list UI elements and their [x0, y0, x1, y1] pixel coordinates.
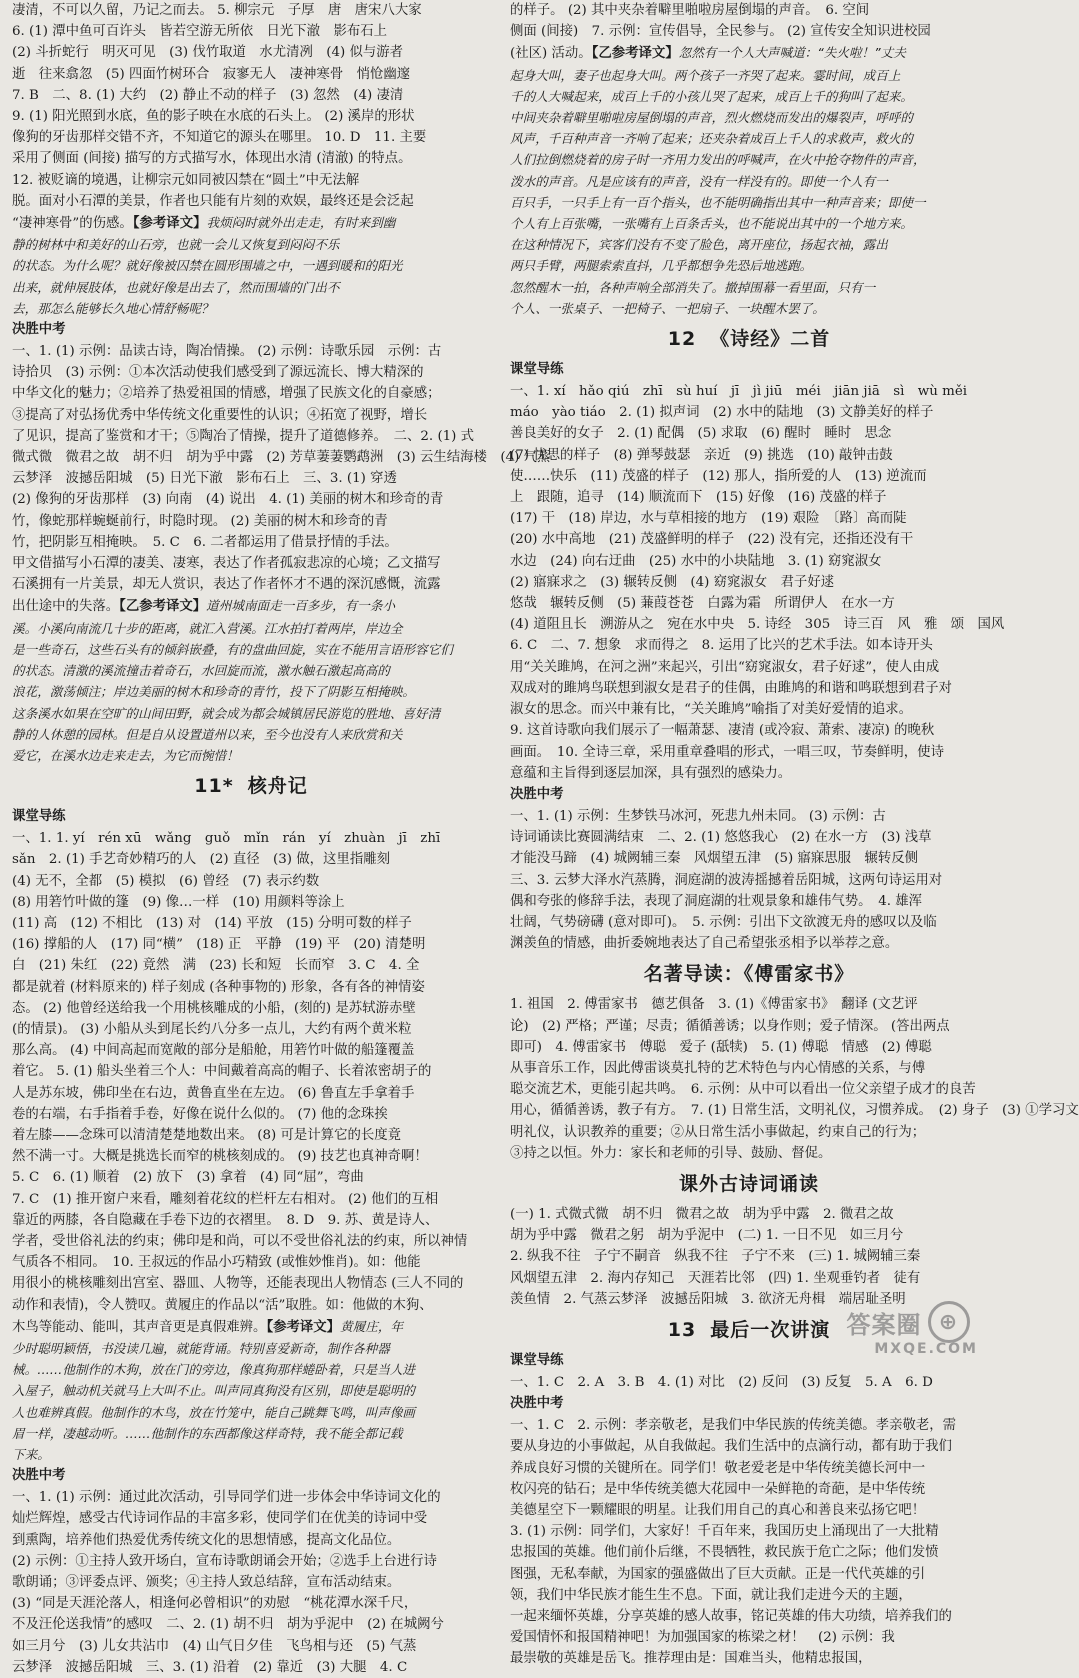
section-label-exam: 决胜中考 — [12, 322, 66, 338]
translation-line: 人也难辨真假。他制作的木鸟，放在竹笼中，能自己跳舞飞鸣，叫声像画 — [12, 1404, 415, 1420]
translation-line: 少时聪明颖悟，书没读几遍，就能背诵。特别喜爱新奇，制作各种器 — [12, 1340, 390, 1356]
translation-line: 是一些奇石，这些石头有的倾斜嵌叠，有的盘曲回旋，实在不能用言语形容它们 — [12, 641, 453, 657]
text-line: 人是苏东坡，佛印坐在右边，黄鲁直坐在左边。 (6) 鲁直左手拿着手 — [12, 1085, 415, 1101]
translation-line: 个人有上百张嘴，一张嘴有上百条舌头，也不能说出其中的一个地方来。 — [510, 216, 913, 232]
text-line: (16) 撑船的人 (17) 同“横” (18) 正 平静 (19) 平 (20) 清楚明 — [12, 937, 426, 953]
text-line: 最崇敬的英雄是岳飞。推荐理由是：国难当头，他精忠报国， — [510, 1651, 872, 1667]
text-line: (2) 斗折蛇行 明灭可见 (3) 伐竹取道 水尤清冽 (4) 似与游者 — [12, 45, 404, 61]
lesson-title-12 — [510, 319, 988, 359]
classic-guide-title: 名著导读：《傅雷家书》 — [643, 963, 855, 986]
text-line: 明礼仪，认识教养的重要；②从日常生活小事做起，约束自己的行为； — [510, 1124, 926, 1140]
lesson-name: 最后一次讲演 — [710, 1318, 831, 1341]
text-line: 中华文化的魅力；②培养了热爱祖国的情感，增强了民族文化的自豪感； — [12, 386, 441, 402]
text-line — [12, 212, 490, 234]
section-label-exam: 决胜中考 — [510, 1396, 564, 1412]
text-line: ③持之以恒。外力：家长和老师的引导、鼓励、督促。 — [510, 1145, 832, 1161]
text-line: 悠哉 辗转反侧 (5) 蒹葭苍苍 白露为霜 所谓伊人 在水一方 — [510, 596, 895, 612]
text-line: 然不满一寸。大概是挑选长而窄的桃核刻成的。 (9) 技艺也真神奇啊！ — [12, 1149, 428, 1165]
section-label-exam: 决胜中考 — [510, 786, 564, 802]
text-line: (2) 寤寐求之 (3) 辗转反侧 (4) 窈窕淑女 君子好逑 — [510, 574, 835, 590]
text-line: 灿烂辉煌，感受古代诗词作品的丰富多彩，使同学们在优美的诗词中受 — [12, 1511, 428, 1527]
text-run: 木鸟等能动、能叫，其声音更是真假难辨。 — [12, 1319, 267, 1335]
text-line: 7. B 二、8. (1) 大约 (2) 静止不动的样子 (3) 忽然 (4) 凄清 — [12, 87, 404, 103]
text-line: 胡为乎中露 微君之躬 胡为乎泥中 (二) 1. 一日不见 如三月兮 — [510, 1228, 904, 1244]
text-line — [12, 1316, 490, 1338]
text-line: 一起来缅怀英雄，分享英雄的感人故事，铭记英雄的伟大功绩，培养我们的 — [510, 1609, 952, 1624]
text-line: 一、1. 1. yí rén xū wǎng guǒ mǐn rán yí zhuàn jī zhī — [12, 831, 441, 847]
text-line: 6. C 二、7. 想象 求而得之 8. 运用了比兴的艺术手法。如本诗开头 — [510, 638, 933, 654]
translation-text: 黄履庄，年 — [340, 1318, 404, 1334]
text-line: 着它。 5. (1) 船头坐着三个人：中间戴着高高的帽子、长着浓密胡子的 — [12, 1064, 432, 1080]
text-line: (3) “同是天涯沦落人，相逢何必曾相识”的劝慰 “桃花潭水深千尺， — [12, 1596, 418, 1612]
text-line: 风烟望五津 2. 海内存知己 天涯若比邻 (四) 1. 坐观垂钓者 徒有 — [510, 1270, 921, 1286]
extra-poems-title: 课外古诗词诵读 — [678, 1172, 819, 1195]
watermark-text: 答案圈 — [846, 1310, 922, 1339]
section-label-class: 课堂导练 — [510, 1352, 564, 1368]
lesson-name: 《诗经》二首 — [710, 328, 831, 351]
text-line: (17) 干 (18) 岸边，水与草相接的地方 (19) 艰险 〔路〕高而陡 — [510, 511, 907, 527]
watermark-url: MXQE.COM — [874, 1341, 978, 1357]
text-line: 云梦泽 波撼岳阳城 三、3. (1) 沿着 (2) 靠近 (3) 大腿 4. C — [12, 1659, 408, 1675]
text-line — [12, 595, 490, 617]
text-line: 忠报国的英雄。他们前仆后继，不畏牺牲，救民族于危亡之际；他们发愤 — [510, 1545, 939, 1561]
section-label-class: 课堂导练 — [510, 362, 564, 378]
text-line: 枚闪亮的钻石；是中华传统美德大花园中一朵鲜艳的奇葩，是中华传统 — [510, 1481, 926, 1497]
lesson-name: 核舟记 — [247, 775, 308, 798]
text-line: 靠近的两膝，各自隐藏在手卷下边的衣褶里。 8. D 9. 苏、黄是诗人、 — [12, 1212, 439, 1228]
text-line: 着左膝——念珠可以清清楚楚地数出来。 (8) 可是计算它的长度竟 — [12, 1127, 402, 1143]
text-line: 竹，把阴影互相掩映。 5. C 6. 二者都运用了借景抒情的手法。 — [12, 534, 398, 550]
section-label-exam: 决胜中考 — [12, 1468, 66, 1484]
text-line: 领，我们中华民族才能生生不息。下面，就让我们走进今天的主题， — [510, 1587, 912, 1603]
reference-translation-label: 【乙参考译文】 — [591, 45, 679, 62]
text-line: 诗词诵读比赛圆满结束 二、2. (1) 悠悠我心 (2) 在水一方 (3) 浅草 — [510, 830, 932, 846]
translation-line: 忽然醒木一拍，各种声响全部消失了。撤掉围幕一看里面，只有一 — [510, 279, 876, 295]
text-line: 采用了侧面 (间接) 描写的方式描写水，体现出水清 (清澈) 的特点。 — [12, 151, 412, 167]
text-line: (20) 水中高地 (21) 茂盛鲜明的样子 (22) 没有完，还指还没有干 — [510, 532, 914, 548]
class-block-11 — [12, 828, 490, 1465]
text-line: 一、1. (1) 示例：通过此次活动，引导同学们进一步体会中华诗词文化的 — [12, 1490, 441, 1506]
translation-line: 在这种情况下，宾客们没有不变了脸色，离开座位，扬起衣袖，露出 — [510, 237, 888, 253]
text-line: 论) (2) 严格；严谨；尽责；循循善诱；以身作则；爱子情深。 (答出两点 — [510, 1018, 950, 1034]
site-watermark — [824, 1285, 992, 1359]
text-line: (4) 无不，全都 (5) 模拟 (6) 曾经 (7) 表示约数 — [12, 873, 320, 889]
translation-line: 个人、一张桌子、一把椅子、一把扇子、一块醒木罢了。 — [510, 300, 825, 316]
section-label-class: 课堂导练 — [12, 809, 66, 825]
text-line: 的样子。 (2) 其中夹杂着噼里啪啦房屋倒塌的声音。 6. 空间 — [510, 3, 870, 18]
translation-line: 泼水的声音。凡是应该有的声音，没有一样没有的。即使一个人有一 — [510, 173, 888, 189]
text-line: 像狗的牙齿那样交错不齐，不知道它的源头在哪里。 10. D 11. 主要 — [12, 130, 427, 146]
text-line: 白 (21) 朱红 (22) 竟然 满 (23) 长和短 长而窄 3. C 4. 全 — [12, 958, 420, 974]
lesson-number: 13 — [667, 1318, 697, 1341]
text-line: 竹，像蛇那样蜿蜒前行，时隐时现。 (2) 美丽的树木和珍奇的青 — [12, 513, 388, 529]
text-line: 壮阔，气势磅礴 (意对即可)。 5. 示例：引出下文欲渡无舟的感叹以及临 — [510, 914, 937, 930]
text-line: 9. (1) 阳光照到水底，鱼的影子映在水底的石头上。 (2) 溪岸的形状 — [12, 109, 415, 125]
text-line: 脱。面对小石潭的美景，作者也只能有片刻的欢娱，最终还是会泛起 — [12, 193, 414, 209]
translation-text: 我烦闷时就外出走走，有时来到幽 — [206, 215, 396, 231]
text-line: 一、1. xí hǎo qiú zhī sù huí jī jì jiū méi jiān jiā sì wù měi — [510, 384, 968, 400]
text-line: 6. (1) 潭中鱼可百许头 皆若空游无所依 日光下澈 影布石上 — [12, 24, 388, 40]
text-run: (社区) 活动。 — [510, 46, 592, 62]
translation-line: 爱它，在溪水边走来走去，为它而惋惜！ — [12, 747, 239, 763]
translation-line: 起身大叫，妻子也起身大叫。两个孩子一齐哭了起来。霎时间，成百上 — [510, 67, 901, 83]
text-line: 三、3. 云梦大泽水汽蒸腾，洞庭湖的波涛摇撼着岳阳城，这两句诗运用对 — [510, 872, 943, 888]
translation-line: 风声，千百种声音一齐响了起来；还夹杂着成百上千人的求救声，救火的 — [510, 131, 913, 147]
text-line: 动作和表情)，令人赞叹。黄履庄的作品以“活”取胜。如：他做的木狗、 — [12, 1297, 433, 1313]
text-line — [510, 42, 988, 64]
text-line: 善良美好的女子 2. (1) 配偶 (5) 求取 (6) 醒时 睡时 思念 — [510, 426, 892, 442]
translation-line: 百只手，一只手上有一百个指头，也不能明确指出其中一种声音来；即使一 — [510, 194, 926, 210]
exam-block-13 — [510, 1415, 988, 1669]
translation-line: 浪花，激荡倾注；岸边美丽的树木和珍奇的青竹，投下了阴影互相掩映。 — [12, 684, 415, 700]
lesson-number: 11* — [194, 775, 234, 798]
text-line: ③提高了对弘扬优秀中华传统文化重要性的认识；④拓宽了视野，增长 — [12, 407, 428, 423]
text-line: (的情景)。 (3) 小船从头到尾长约八分多一点儿，大约有两个黄米粒 — [12, 1021, 412, 1037]
translation-line: 械。……他制作的木狗，放在门的旁边，像真狗那样蜷卧着，只是当人进 — [12, 1362, 415, 1378]
text-line: 渊羡鱼的情感，曲折委婉地表达了自己希望张丞相予以举荐之意。 — [510, 936, 899, 952]
text-line: 一、1. (1) 示例：生梦铁马冰河，死悲九州未同。 (3) 示例：古 — [510, 808, 886, 824]
text-line: 一、1. (1) 示例：品读古诗，陶冶情操。 (2) 示例：诗歌乐园 示例：古 — [12, 344, 442, 360]
text-line: 到熏陶，培养他们热爱优秀传统文化的思想情感，提高文化品位。 — [12, 1532, 401, 1548]
text-line: 不及汪伦送我情”的感叹 二、2. (1) 胡不归 胡为乎泥中 (2) 在城阙兮 — [12, 1617, 444, 1633]
text-line: sǎn 2. (1) 手艺奇妙精巧的人 (2) 直径 (3) 做，这里指雕刻 — [12, 852, 390, 868]
text-line: 即可) 4. 傅雷家书 傅聪 爱子 (舐犊) 5. (1) 傅聪 情感 (2) 傅聪 — [510, 1039, 932, 1055]
translation-line: 人们拉倒燃烧着的房子时一齐用力发出的呼喊声，在火中抢夺物件的声音， — [510, 152, 926, 168]
lesson-number: 12 — [667, 328, 697, 351]
translation-line: 溪。小溪向南流几十步的距离，就汇入营溪。江水拍打着两岸，岸边全 — [12, 620, 403, 636]
text-line: 云梦泽 波撼岳阳城 (5) 日光下澈 影布石上 三、3. (1) 穿透 — [12, 471, 397, 487]
text-line: 要从身边的小事做起，从自我做起。我们生活中的点滴行动，都有助于我们 — [510, 1439, 952, 1455]
text-line: 9. 这首诗歌向我们展示了一幅萧瑟、凄清 (或冷寂、萧索、凄凉) 的晚秋 — [510, 723, 935, 739]
lesson-title-11 — [12, 766, 490, 806]
text-line: 学者，受世俗礼法的约束；佛印是和尚，可以不受世俗礼法的约束，所以神情 — [12, 1233, 468, 1249]
watermark-seal-icon: ⊕ — [928, 1301, 970, 1343]
text-line: 聪交流艺术，更能引起共鸣。 6. 示例：从中可以看出一位父亲望子成才的良苦 — [510, 1082, 976, 1098]
text-line: 气质各不相同。 10. 王叔远的作品小巧精致 (或惟妙惟肖)。如：他能 — [12, 1255, 421, 1271]
text-line: 侧面 (间接) 7. 示例：宣传倡导，全民参与。 (2) 宣传安全知识进校园 — [510, 24, 931, 40]
text-line: 诗拾贝 (3) 示例：①本次活动使我们感受到了源远流长、博大精深的 — [12, 365, 424, 381]
text-line: 1. 祖国 2. 傅雷家书 德艺俱备 3. (1)《傅雷家书》 翻译 (文艺评 — [510, 997, 918, 1013]
exam-block-12 — [510, 806, 988, 954]
right-top-block — [510, 0, 988, 319]
text-line: (7) 忧思的样子 (8) 弹琴鼓瑟 亲近 (9) 挑选 (10) 敲钟击鼓 — [510, 447, 893, 463]
translation-text: 道州城南面走一百多步，有一条小 — [206, 598, 396, 614]
text-line: (一) 1. 式微式微 胡不归 微君之故 胡为乎中露 2. 微君之故 — [510, 1206, 894, 1222]
class-block-13 — [510, 1372, 988, 1393]
text-line: 石溪拥有一片美景，却无人赏识，表达了作者怀才不遇的深沉感慨，流露 — [12, 577, 441, 593]
reference-translation-label: 【参考译文】 — [132, 215, 207, 232]
class-block-12 — [510, 381, 1005, 784]
text-line: 羡鱼情 2. 气蒸云梦泽 波撼岳阳城 3. 欲济无舟楫 端居耻圣明 — [510, 1291, 906, 1307]
text-line: 使……快乐 (11) 茂盛的样子 (12) 那人，指所爱的人 (13) 逆流而 — [510, 468, 927, 484]
text-line: 才能没马蹄 (4) 城阙辅三秦 风烟望五津 (5) 寤寐思服 辗转反侧 — [510, 851, 918, 867]
translation-line: 中间夹杂着噼里啪啦房屋倒塌的声音，烈火燃烧而发出的爆裂声，呼呼的 — [510, 110, 913, 126]
reference-translation-label: 【乙参考译文】 — [119, 598, 207, 615]
text-line: 都是就着 (材料原来的) 样子刻成 (各种事物的) 形象，各有各的神情姿 — [12, 979, 425, 995]
text-line: máo yào tiáo 2. (1) 拟声词 (2) 水中的陆地 (3) 文静美好的样子 — [510, 405, 934, 421]
text-run: 出仕途中的失落。 — [12, 599, 120, 615]
text-line: (2) 像狗的牙齿那样 (3) 向南 (4) 说出 4. (1) 美丽的树木和珍奇的青 — [12, 492, 444, 508]
text-line: (8) 用箬竹叶做的篷 (9) 像…一样 (10) 用颜料等涂上 — [12, 894, 345, 910]
text-line: 用“关关雎鸠，在河之洲”来起兴，引出“窈窕淑女，君子好逑”，使人由成 — [510, 659, 940, 675]
text-line: 意蕴和主旨得到逐层加深，具有强烈的感染力。 — [510, 765, 792, 781]
text-line: 了见识，提高了鉴赏和才干；⑤陶冶了情操，提升了道德修养。 二、2. (1) 式 — [12, 428, 475, 444]
classic-guide-block — [510, 994, 1079, 1164]
text-line: (4) 道阻且长 溯游从之 宛在水中央 5. 诗经 305 诗三百 风 雅 颂 国风 — [510, 617, 1005, 633]
text-line: 养成良好习惯的关键所在。同学们！敬老爱老是中华传统美德长河中一 — [510, 1460, 926, 1476]
translation-line: 眉一样，凄越动听。……他制作的东西都像这样奇特，我不能全都记载 — [12, 1425, 403, 1441]
translation-line: 千的人大喊起来，成百上千的小孩儿哭了起来，成百上千的狗叫了起来。 — [510, 88, 913, 104]
text-line: 爱国情怀和报国精神吧！为加强国家的栋梁之材！ (2) 示例：我 — [510, 1630, 895, 1646]
text-line: 图强，无私奉献，为国家的强盛做出了巨大贡献。正是一代代英雄的引 — [510, 1566, 926, 1582]
text-line: 一、1. C 2. 示例：孝亲敬老，是我们中华民族的传统美德。孝亲敬老，需 — [510, 1418, 957, 1434]
translation-line: 两只手臂，两腿索索直抖，几乎都想争先恐后地逃跑。 — [510, 258, 813, 274]
translation-line: 这条溪水如果在空旷的山间田野，就会成为都会城镇居民游览的胜地、喜好清 — [12, 705, 441, 721]
text-line: 用很小的桃核雕刻出宫室、器皿、人物等，还能表现出人物情态 (三人不同的 — [12, 1276, 464, 1292]
text-line: 3. (1) 示例：同学们，大家好！千百年来，我国历史上涌现出了一大批精 — [510, 1524, 939, 1540]
translation-line: 入屋子，触动机关就马上大叫不止。叫声同真狗没有区别，即使是聪明的 — [12, 1383, 415, 1399]
text-run: “凄神寒骨”的伤感。 — [12, 216, 133, 232]
translation-line: 的状态。清激的溪流撞击着奇石，水回旋而流，激水触石激起高高的 — [12, 663, 390, 679]
text-line: 偶和夸张的修辞手法，表现了洞庭湖的壮观景象和雄伟气势。 4. 雄浑 — [510, 893, 923, 909]
text-line: 从事音乐工作，因此傅雷谈莫扎特的艺术特色与内心情感的关系，与傅 — [510, 1060, 926, 1076]
text-line: 那么高。 (4) 中间高起而宽敞的部分是船舱，用箬竹叶做的船篷覆盖 — [12, 1043, 415, 1059]
text-line: 上 跟随，追寻 (14) 顺流而下 (15) 好像 (16) 茂盛的样子 — [510, 490, 887, 506]
text-line: 态。 (2) 他曾经送给我一个用桃核雕成的小船，(刻的) 是苏轼游赤壁 — [12, 1000, 416, 1016]
exam-block-11 — [12, 1487, 490, 1678]
reference-translation-label: 【参考译文】 — [266, 1318, 341, 1335]
text-line: (2) 示例：①主持人致开场白，宣布诗歌朗诵会开始；②选手上台进行诗 — [12, 1553, 437, 1569]
text-line: 画面。 10. 全诗三章，采用重章叠唱的形式，一唱三叹，节奏鲜明，使诗 — [510, 744, 944, 760]
translation-text: 忽然有一个人大声喊道：“失火啦！”丈夫 — [678, 45, 906, 61]
text-line: 5. C 6. (1) 顺着 (2) 放下 (3) 拿着 (4) 同“屈”，弯曲 — [12, 1170, 364, 1186]
text-line: 微式微 微君之故 胡不归 胡为乎中露 (2) 芳草萋萋鹦鹉洲 (3) 云生结海楼 (4) 气蒸 — [12, 450, 551, 466]
left-top-block — [12, 0, 490, 319]
text-line: 美德星空下一颗耀眼的明星。让我们用自己的真心和善良来弘扬它吧！ — [510, 1502, 926, 1518]
text-line: 如三月兮 (3) 儿女共沾巾 (4) 山气日夕佳 飞鸟相与还 (5) 气蒸 — [12, 1638, 417, 1654]
text-line: 7. C (1) 推开窗户来看，雕刻着花纹的栏杆左右相对。 (2) 他们的互相 — [12, 1191, 439, 1207]
translation-line: 的状态。为什么呢？就好像被囚禁在圆形围墙之中，一遇到暖和的阳光 — [12, 258, 403, 274]
text-line: 逝 往来翕忽 (5) 四面竹树环合 寂寥无人 凄神寒骨 悄怆幽邃 — [12, 66, 411, 82]
text-line: 双成对的雎鸠鸟联想到淑女是君子的佳偶，由雎鸠的和谐和鸣联想到君子对 — [510, 680, 952, 696]
text-line: 凄清，不可以久留，乃记之而去。 5. 柳宗元 子厚 唐 唐宋八大家 — [12, 3, 422, 18]
text-line: 一、1. C 2. A 3. B 4. (1) 对比 (2) 反问 (3) 反复 5. A 6. D — [510, 1374, 933, 1390]
text-line: 用心，循循善诱，教子有方。 7. (1) 日常生活，文明礼仪，习惯养成。 (2) 身子 (3) ①学习文 — [510, 1103, 1079, 1119]
translation-line: 去，那怎么能够长久地心情舒畅呢？ — [12, 300, 214, 316]
text-line: 卷的右端，右手指着手卷，好像在说什么似的。 (7) 他的念珠挨 — [12, 1106, 388, 1122]
text-line: 歌朗诵；③评委点评、颁奖；④主持人致总结辞，宣布活动结束。 — [12, 1575, 401, 1591]
translation-line: 出来，就伸展肢体，也就好像是出去了，然而围墙的门出不 — [12, 279, 340, 295]
translation-line: 静的人休憩的园林。但是自从设置道州以来，至今也没有人来欣赏和关 — [12, 726, 403, 742]
text-line: 甲文借描写小石潭的凄美、凄寒，表达了作者孤寂悲凉的心境；乙文描写 — [12, 556, 441, 572]
text-line: 12. 被贬谪的境遇，让柳宗元如同被囚禁在“圆土”中无法解 — [12, 172, 360, 188]
translation-line: 静的树林中和美好的山石旁，也就一会儿又恢复到闷闷不乐 — [12, 237, 340, 253]
right-column — [500, 0, 1079, 1667]
translation-line: 下来。 — [12, 1447, 50, 1462]
text-line: 水边 (24) 向右迂曲 (25) 水中的小块陆地 3. (1) 窈窕淑女 — [510, 553, 882, 569]
text-line: 淑女的思念。而兴中兼有比，“关关雎鸠”喻指了对美好爱情的追求。 — [510, 702, 913, 718]
text-line: (11) 高 (12) 不相比 (13) 对 (14) 平放 (15) 分明可数的样子 — [12, 915, 412, 931]
text-line: 2. 纵我不往 子宁不嗣音 纵我不往 子宁不来 (三) 1. 城阙辅三秦 — [510, 1249, 921, 1265]
